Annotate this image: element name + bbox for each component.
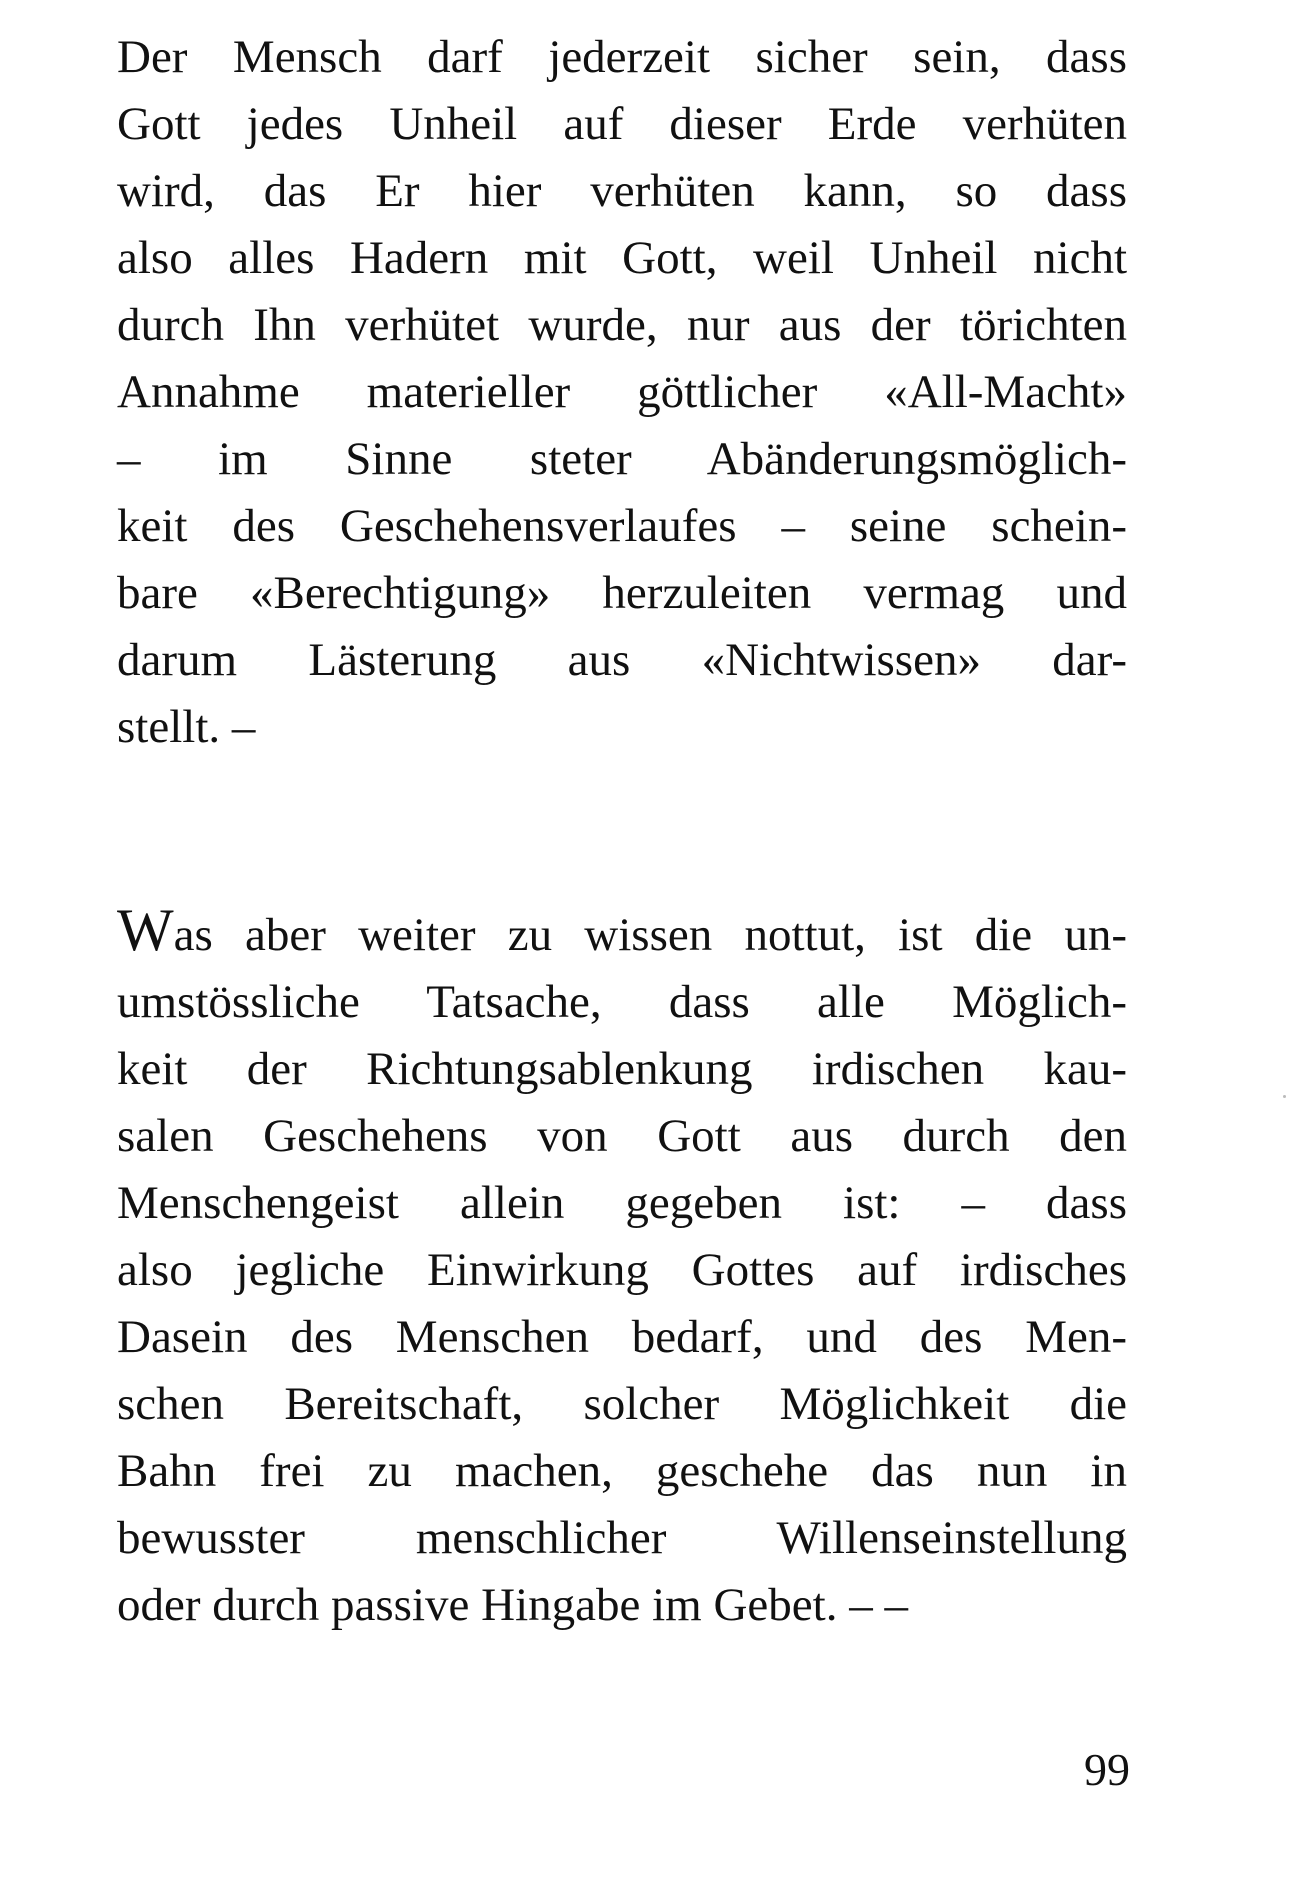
text-line: oder durch passive Hingabe im Gebet. – –	[117, 1579, 908, 1631]
text-line: Gott jedes Unheil auf dieser Erde verhüten	[117, 98, 1127, 150]
text-line: Der Mensch darf jederzeit sicher sein, dass	[117, 31, 1127, 83]
drop-initial: W	[117, 897, 174, 963]
text-line: wird, das Er hier verhüten kann, so dass	[117, 165, 1127, 217]
text-line: stellt. –	[117, 701, 256, 753]
text-line: salen Geschehens von Gott aus durch den	[117, 1110, 1127, 1162]
text-line: – im Sinne steter Abänderungsmöglich-	[117, 433, 1127, 485]
text-line: umstössliche Tatsache, dass alle Möglich-	[117, 976, 1127, 1028]
paragraph-2-first-line	[117, 897, 1127, 970]
text-line: also alles Hadern mit Gott, weil Unheil nicht	[117, 232, 1127, 284]
page-number: 99	[1084, 1744, 1130, 1795]
text-line: Annahme materieller göttlicher «All-Macht»	[117, 366, 1127, 418]
text-line: schen Bereitschaft, solcher Möglichkeit die	[117, 1378, 1127, 1430]
text-line: durch Ihn verhütet wurde, nur aus der törichten	[117, 299, 1127, 351]
text-line: keit der Richtungsablenkung irdischen kau-	[117, 1043, 1127, 1095]
first-line-text: as aber weiter zu wissen nottut, ist die un-	[173, 909, 1127, 961]
paper-speck	[1283, 1095, 1286, 1098]
text-line: keit des Geschehensverlaufes – seine schein-	[117, 500, 1127, 552]
text-line: Bahn frei zu machen, geschehe das nun in	[117, 1445, 1127, 1497]
text-line: also jegliche Einwirkung Gottes auf irdisches	[117, 1244, 1127, 1296]
text-line: bare «Berechtigung» herzuleiten vermag und	[117, 567, 1127, 619]
text-line: bewusster menschlicher Willenseinstellung	[117, 1512, 1127, 1564]
text-line: darum Lästerung aus «Nichtwissen» dar-	[117, 634, 1127, 686]
text-line: Menschengeist allein gegeben ist: – dass	[117, 1177, 1127, 1229]
text-line: Dasein des Menschen bedarf, und des Men-	[117, 1311, 1127, 1363]
